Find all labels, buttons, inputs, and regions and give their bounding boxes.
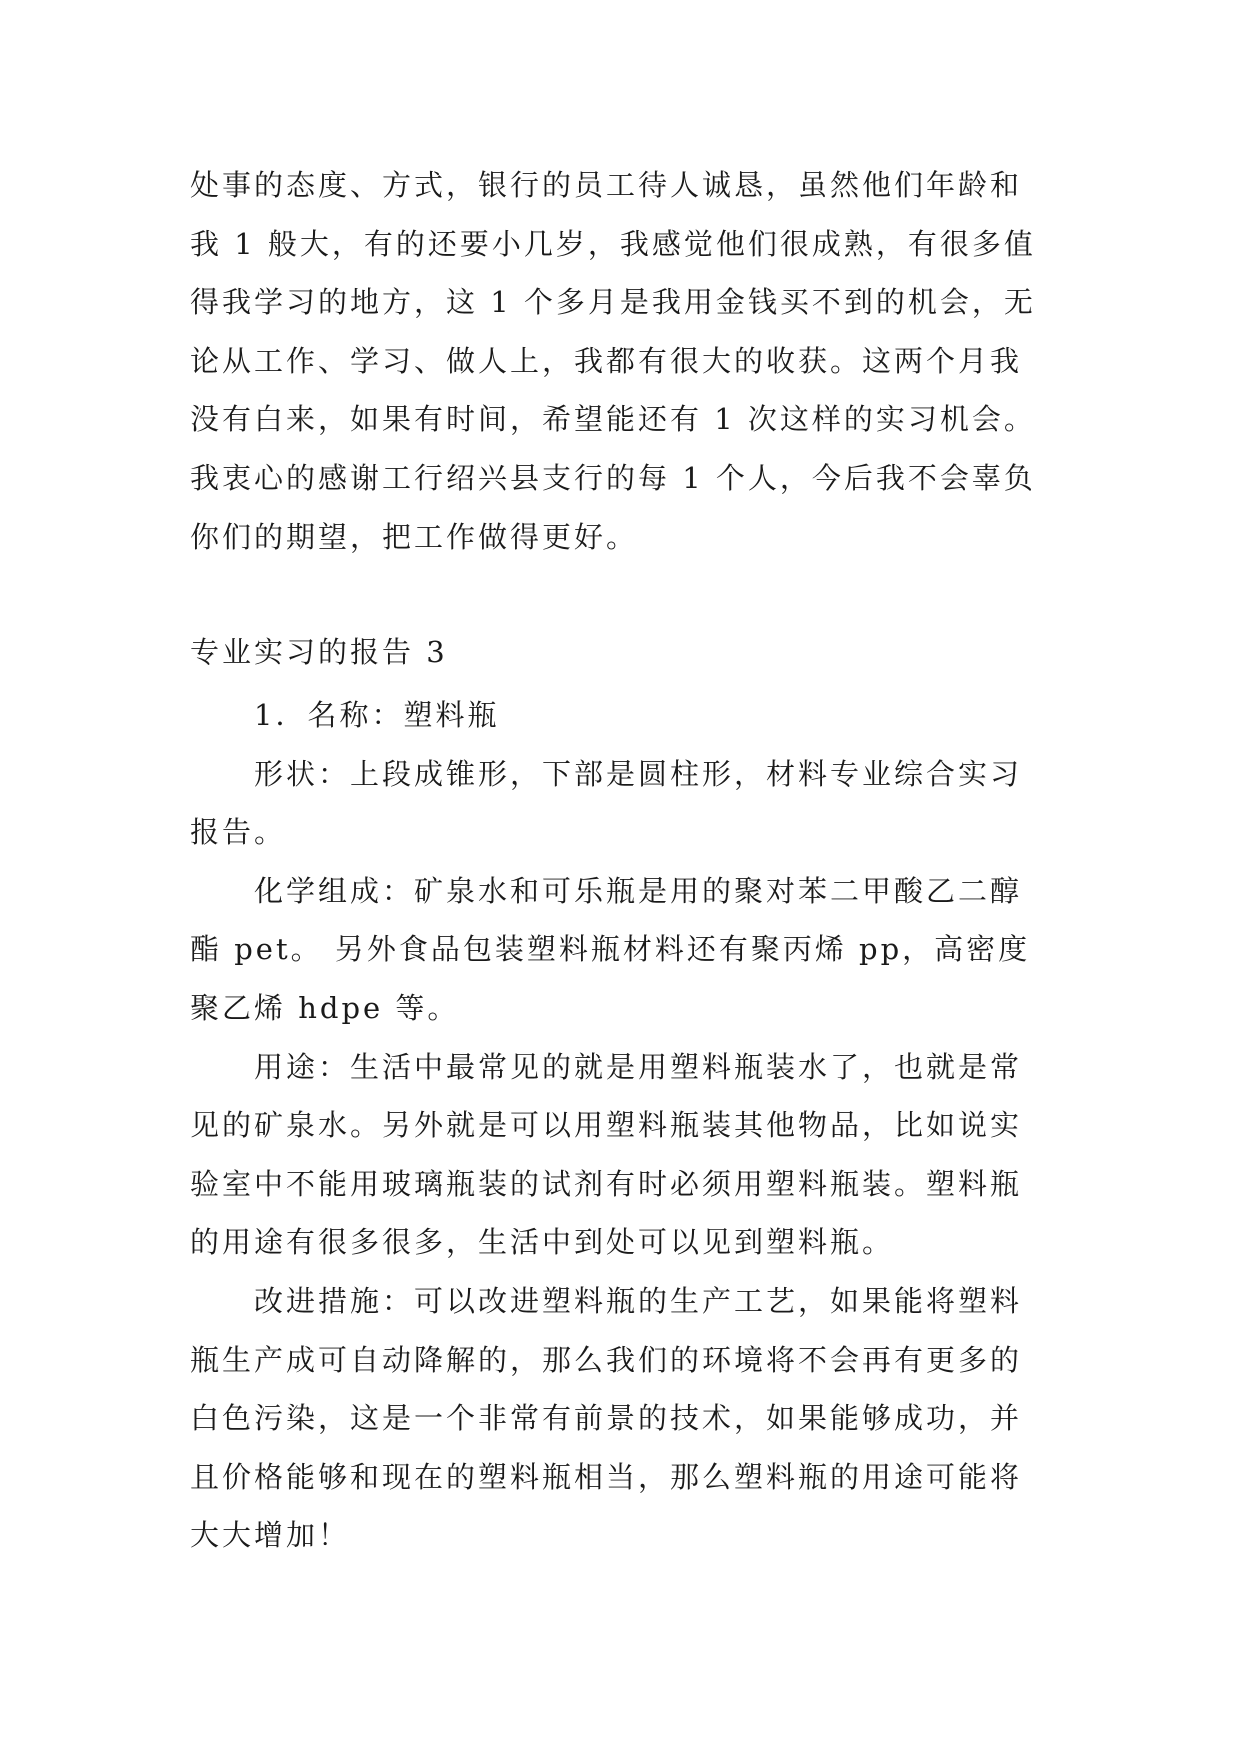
text-line: 我 1 般大，有的还要小几岁，我感觉他们很成熟，有很多值 [190,226,1036,261]
paragraph-usage [190,1038,1070,1272]
text-line: 用途：生活中最常见的就是用塑料瓶装水了，也就是常 [254,1049,1023,1084]
text-line: 的用途有很多很多，生活中到处可以见到塑料瓶。 [190,1225,895,1260]
text-line: 我衷心的感谢工行绍兴县支行的每 1 个人，今后我不会辜负 [190,460,1036,495]
paragraph-gratitude [190,156,1070,566]
text-line: 论从工作、学习、做人上，我都有很大的收获。这两个月我 [190,343,1023,378]
text-line: 白色污染，这是一个非常有前景的技术，如果能够成功，并 [190,1401,1023,1436]
text-line: 得我学习的地方，这 1 个多月是我用金钱买不到的机会，无 [190,285,1036,320]
text-line: 你们的期望，把工作做得更好。 [190,519,639,554]
section-heading: 专业实习的报告 3 [190,635,448,669]
text-line: 处事的态度、方式，银行的员工待人诚恳，虽然他们年龄和 [190,168,1023,202]
text-line: 且价格能够和现在的塑料瓶相当，那么塑料瓶的用途可能将 [190,1459,1023,1494]
text-line: 见的矿泉水。另外就是可以用塑料瓶装其他物品，比如说实 [190,1108,1023,1143]
text-line: 验室中不能用玻璃瓶装的试剂有时必须用塑料瓶装。塑料瓶 [190,1166,1023,1201]
text-line: 瓶生产成可自动降解的，那么我们的环境将不会再有更多的 [190,1342,1023,1377]
item-title: 1．名称：塑料瓶 [254,698,500,732]
text-line: 聚乙烯 hdpe 等。 [190,990,460,1025]
text-line: 报告。 [190,815,287,850]
text-line: 改进措施：可以改进塑料瓶的生产工艺，如果能将塑料 [254,1283,1023,1318]
paragraph-improvements [190,1272,1070,1565]
paragraph-shape [190,745,1070,862]
report-section [190,618,1070,1565]
paragraph-chemical-composition [190,862,1070,1038]
text-line: 没有白来，如果有时间，希望能还有 1 次这样的实习机会。 [190,402,1036,437]
text-line: 形状：上段成锥形，下部是圆柱形，材料专业综合实习 [254,756,1023,791]
text-line: 化学组成：矿泉水和可乐瓶是用的聚对苯二甲酸乙二醇 [254,873,1023,908]
text-line: 大大增加！ [190,1518,351,1553]
text-line: 酯 pet。 另外食品包装塑料瓶材料还有聚丙烯 pp，高密度 [190,932,1031,967]
